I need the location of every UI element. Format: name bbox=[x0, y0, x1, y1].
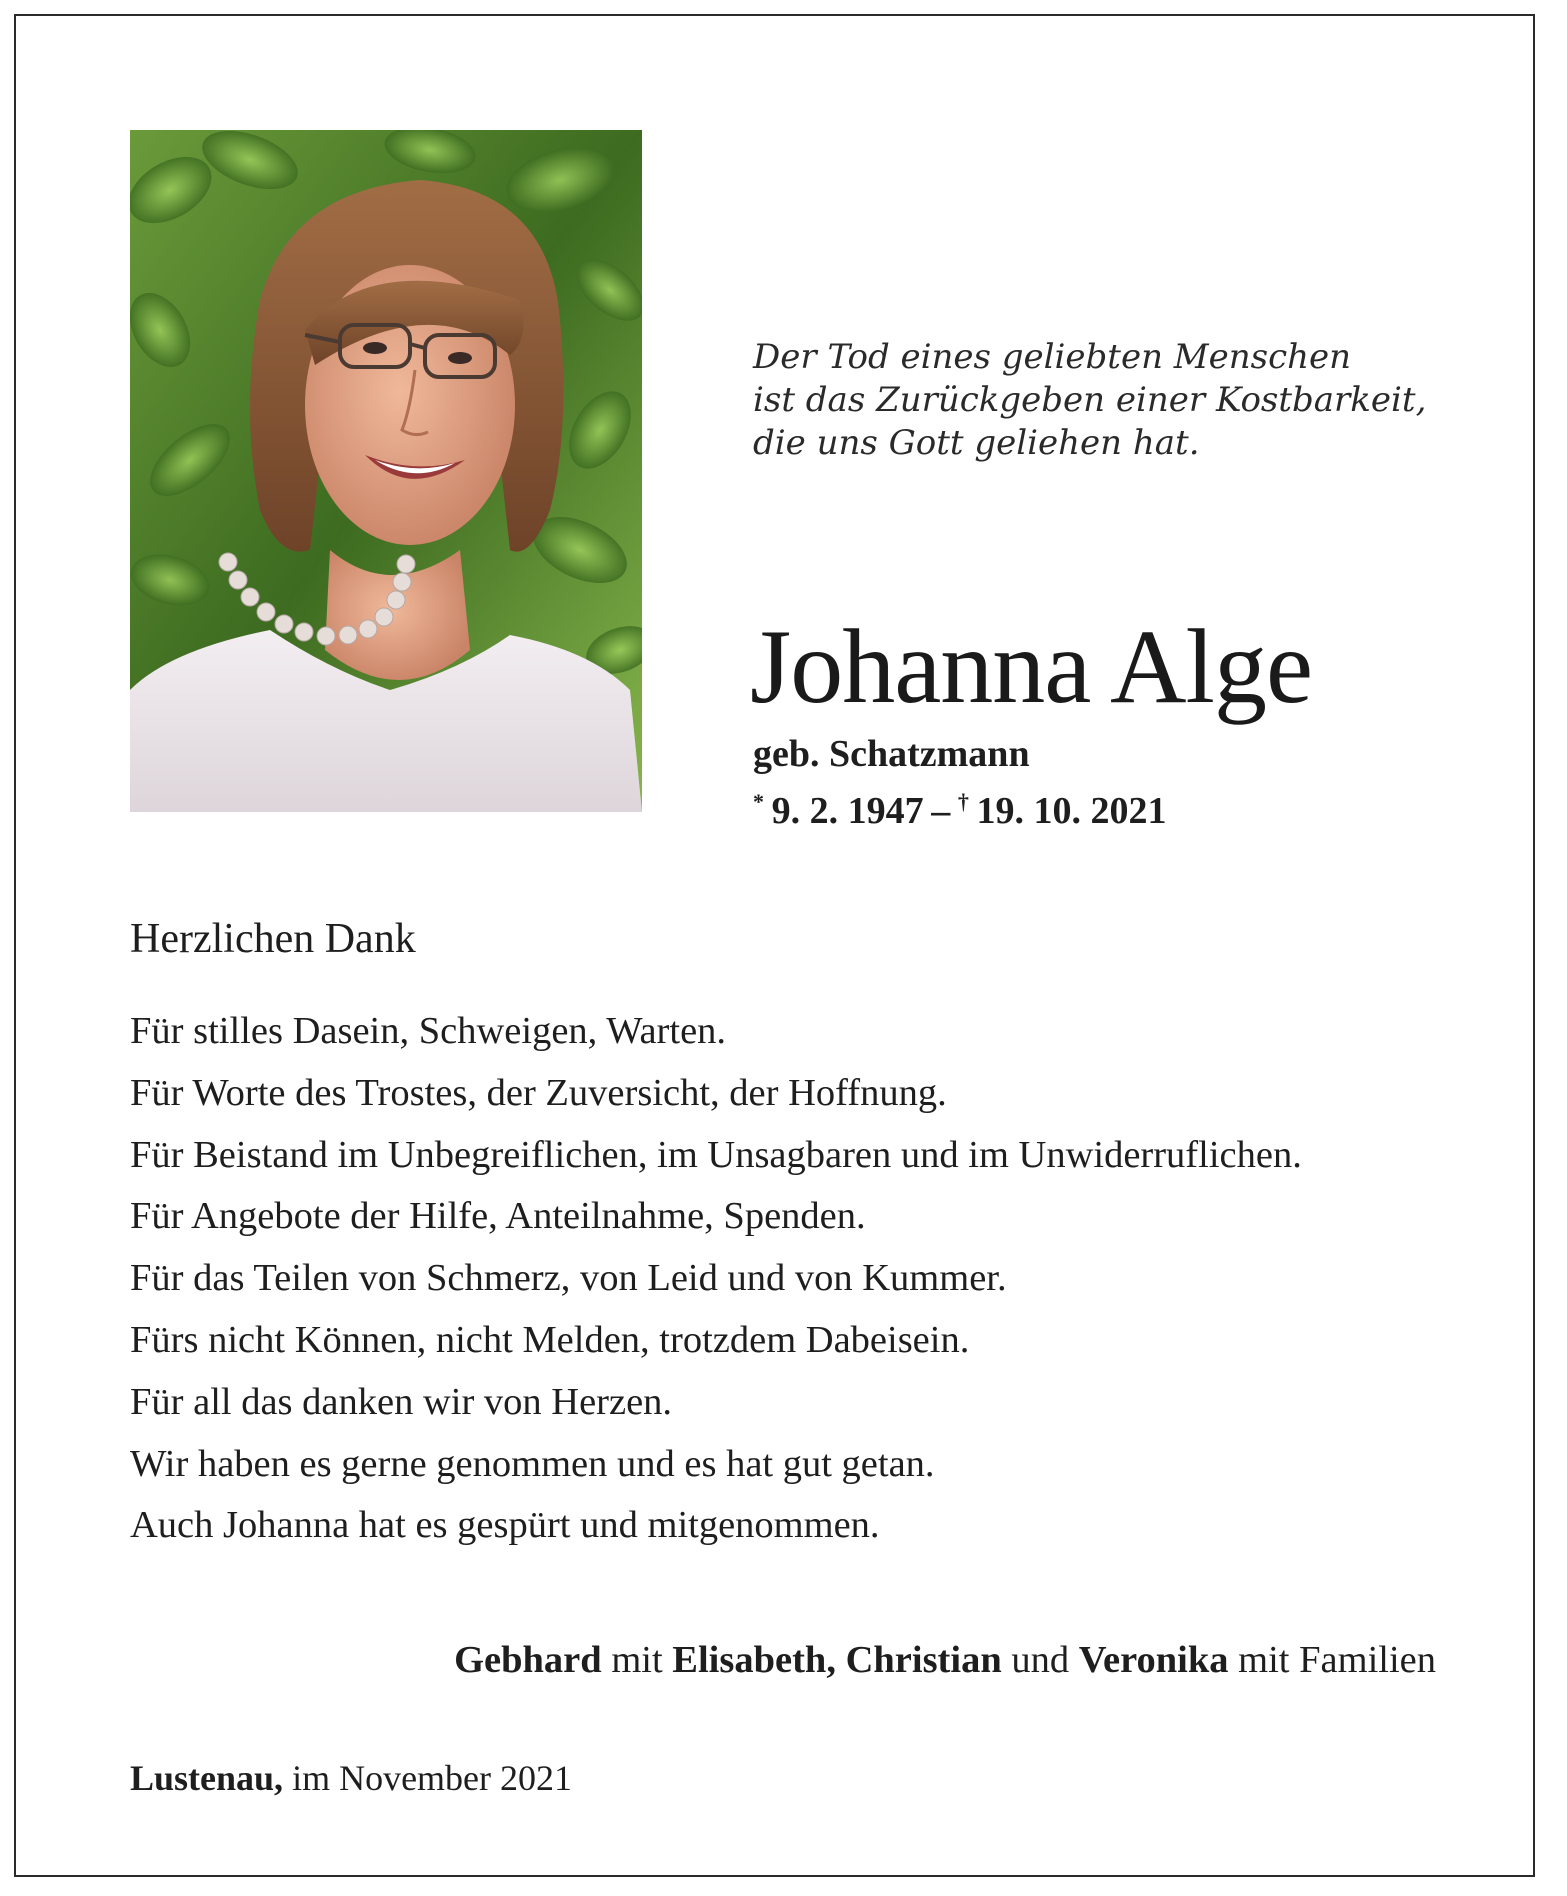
life-dates bbox=[753, 780, 1166, 833]
place-and-date bbox=[130, 1755, 572, 1801]
portrait-photo bbox=[130, 130, 642, 812]
thanks-line: Für all das danken wir von Herzen. bbox=[130, 1380, 673, 1423]
portrait-illustration bbox=[130, 130, 642, 812]
birth-date: 9. 2. 1947 bbox=[771, 790, 924, 832]
thanks-heading: Herzlichen Dank bbox=[130, 916, 416, 962]
thanks-text bbox=[130, 1001, 1450, 1557]
signature-word: mit bbox=[611, 1639, 663, 1681]
family-signature bbox=[454, 1635, 1436, 1685]
signature-name: Elisabeth, bbox=[672, 1639, 836, 1681]
thanks-line: Für Worte des Trostes, der Zuversicht, der Hoffnung. bbox=[130, 1071, 947, 1114]
deceased-name: Johanna Alge bbox=[750, 608, 1313, 725]
motto-line: ist das Zurückgeben einer Kostbarkeit, bbox=[753, 380, 1427, 420]
signature-word: mit Familien bbox=[1238, 1639, 1436, 1681]
thanks-line: Für Angebote der Hilfe, Anteilnahme, Spenden. bbox=[130, 1195, 866, 1238]
thanks-line: Für Beistand im Unbegreiflichen, im Unsagbaren und im Unwiderruflichen. bbox=[130, 1133, 1302, 1176]
motto-line: Der Tod eines geliebten Menschen bbox=[753, 337, 1352, 377]
date-dash: – bbox=[931, 790, 951, 832]
motto-quote bbox=[753, 336, 1473, 465]
thanks-line: Auch Johanna hat es gespürt und mitgenommen. bbox=[130, 1504, 880, 1547]
signature-name: Christian bbox=[845, 1639, 1002, 1681]
signature-name: Veronika bbox=[1078, 1639, 1229, 1681]
thanks-line: Für stilles Dasein, Schweigen, Warten. bbox=[130, 1010, 727, 1052]
signature-name: Gebhard bbox=[454, 1639, 602, 1681]
death-date: 19. 10. 2021 bbox=[976, 790, 1167, 832]
place-town: Lustenau, bbox=[130, 1758, 284, 1798]
birth-symbol: * bbox=[753, 789, 764, 814]
signature-word: und bbox=[1011, 1639, 1070, 1681]
thanks-line: Wir haben es gerne genommen und es hat gut getan. bbox=[130, 1442, 935, 1485]
death-symbol: † bbox=[957, 789, 969, 814]
place-date: im November 2021 bbox=[292, 1758, 573, 1798]
birth-name: geb. Schatzmann bbox=[753, 733, 1030, 775]
thanks-line: Für das Teilen von Schmerz, von Leid und von Kummer. bbox=[130, 1257, 1007, 1300]
thanks-line: Fürs nicht Können, nicht Melden, trotzdem Dabeisein. bbox=[130, 1318, 970, 1361]
motto-line: die uns Gott geliehen hat. bbox=[753, 423, 1200, 463]
